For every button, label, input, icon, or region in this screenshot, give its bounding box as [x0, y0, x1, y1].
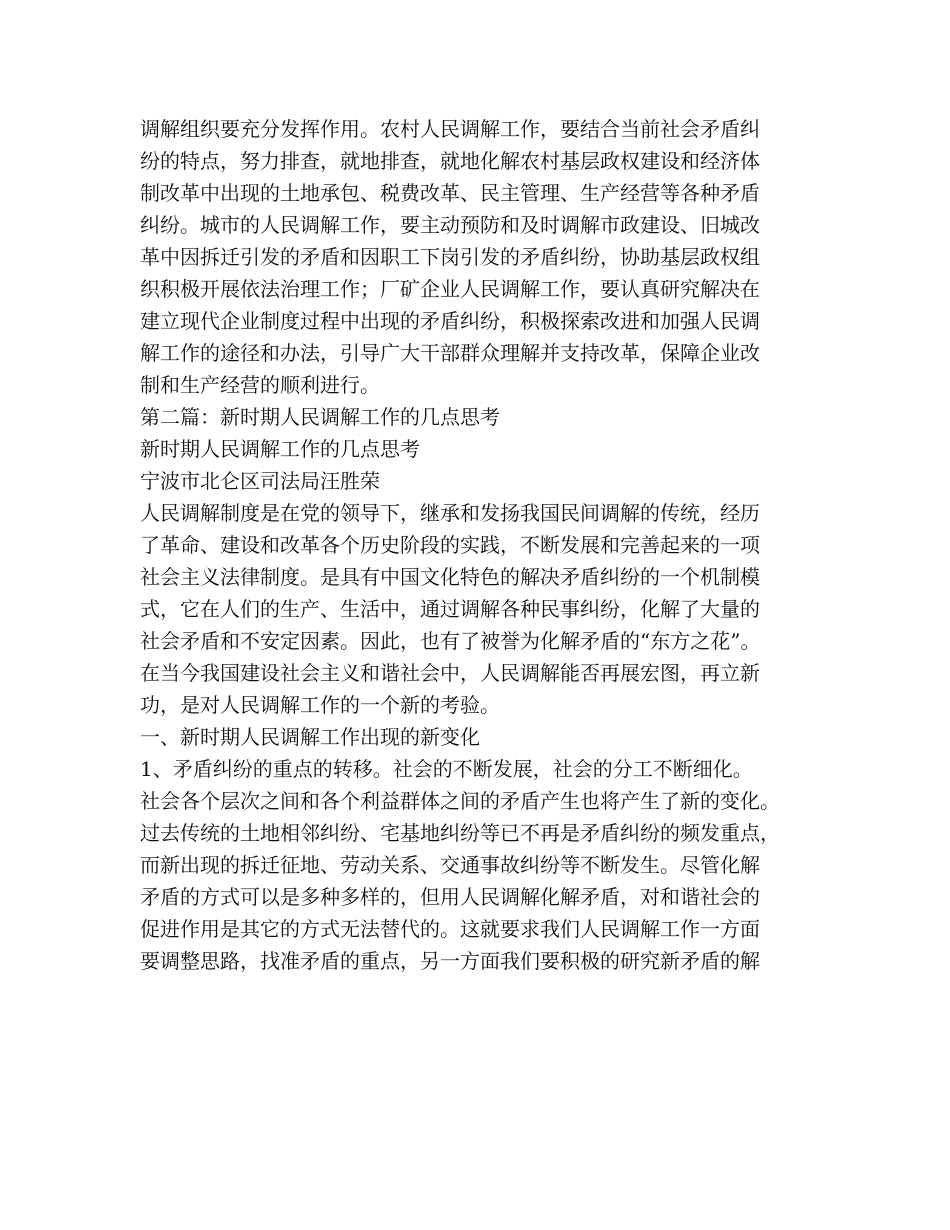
text-line: 社会主义法律制度。是具有中国文化特色的解决矛盾纠纷的一个机制模	[140, 565, 760, 589]
text-line: 革中因拆迁引发的矛盾和因职工下岗引发的矛盾纠纷，协助基层政权组	[140, 245, 760, 269]
text-line: 1、矛盾纠纷的重点的转移。社会的不断发展，社会的分工不断细化。	[140, 757, 753, 781]
text-line: 制和生产经营的顺利进行。	[140, 373, 380, 397]
text-line: 而新出现的拆迁征地、劳动关系、交通事故纠纷等不断发生。尽管化解	[140, 853, 760, 877]
text-line: 要调整思路，找准矛盾的重点，另一方面我们要积极的研究新矛盾的解	[140, 949, 760, 973]
text-line: 功，是对人民调解工作的一个新的考验。	[140, 693, 500, 717]
text-line: 建立现代企业制度过程中出现的矛盾纠纷，积极探索改进和加强人民调	[140, 309, 760, 333]
text-line: 社会矛盾和不安定因素。因此，也有了被誉为化解矛盾的“东方之花”。	[140, 629, 761, 653]
text-line: 在当今我国建设社会主义和谐社会中，人民调解能否再展宏图，再立新	[140, 661, 760, 685]
text-line: 纠纷。城市的人民调解工作，要主动预防和及时调解市政建设、旧城改	[140, 213, 760, 237]
text-line: 式，它在人们的生产、生活中，通过调解各种民事纠纷，化解了大量的	[140, 597, 760, 621]
text-line: 织积极开展依法治理工作；厂矿企业人民调解工作，要认真研究解决在	[140, 277, 760, 301]
text-line: 纷的特点，努力排查，就地排查，就地化解农村基层政权建设和经济体	[140, 149, 760, 173]
text-line: 过去传统的土地相邻纠纷、宅基地纠纷等已不再是矛盾纠纷的频发重点，	[140, 821, 780, 845]
text-line: 社会各个层次之间和各个利益群体之间的矛盾产生也将产生了新的变化。	[140, 789, 780, 813]
text-line: 促进作用是其它的方式无法替代的。这就要求我们人民调解工作一方面	[140, 917, 760, 941]
text-line: 制改革中出现的土地承包、税费改革、民主管理、生产经营等各种矛盾	[140, 181, 760, 205]
section-heading: 第二篇：新时期人民调解工作的几点思考	[140, 405, 500, 429]
text-line: 人民调解制度是在党的领导下，继承和发扬我国民间调解的传统，经历	[140, 501, 760, 525]
author-line: 宁波市北仑区司法局汪胜荣	[140, 469, 380, 493]
subsection-heading: 一、新时期人民调解工作出现的新变化	[140, 725, 480, 749]
text-line: 矛盾的方式可以是多种多样的，但用人民调解化解矛盾，对和谐社会的	[140, 885, 760, 909]
text-line: 解工作的途径和办法，引导广大干部群众理解并支持改革，保障企业改	[140, 341, 760, 365]
article-title: 新时期人民调解工作的几点思考	[140, 437, 420, 461]
text-line: 调解组织要充分发挥作用。农村人民调解工作，要结合当前社会矛盾纠	[140, 117, 760, 141]
document-body	[140, 113, 830, 977]
text-line: 了革命、建设和改革各个历史阶段的实践，不断发展和完善起来的一项	[140, 533, 760, 557]
